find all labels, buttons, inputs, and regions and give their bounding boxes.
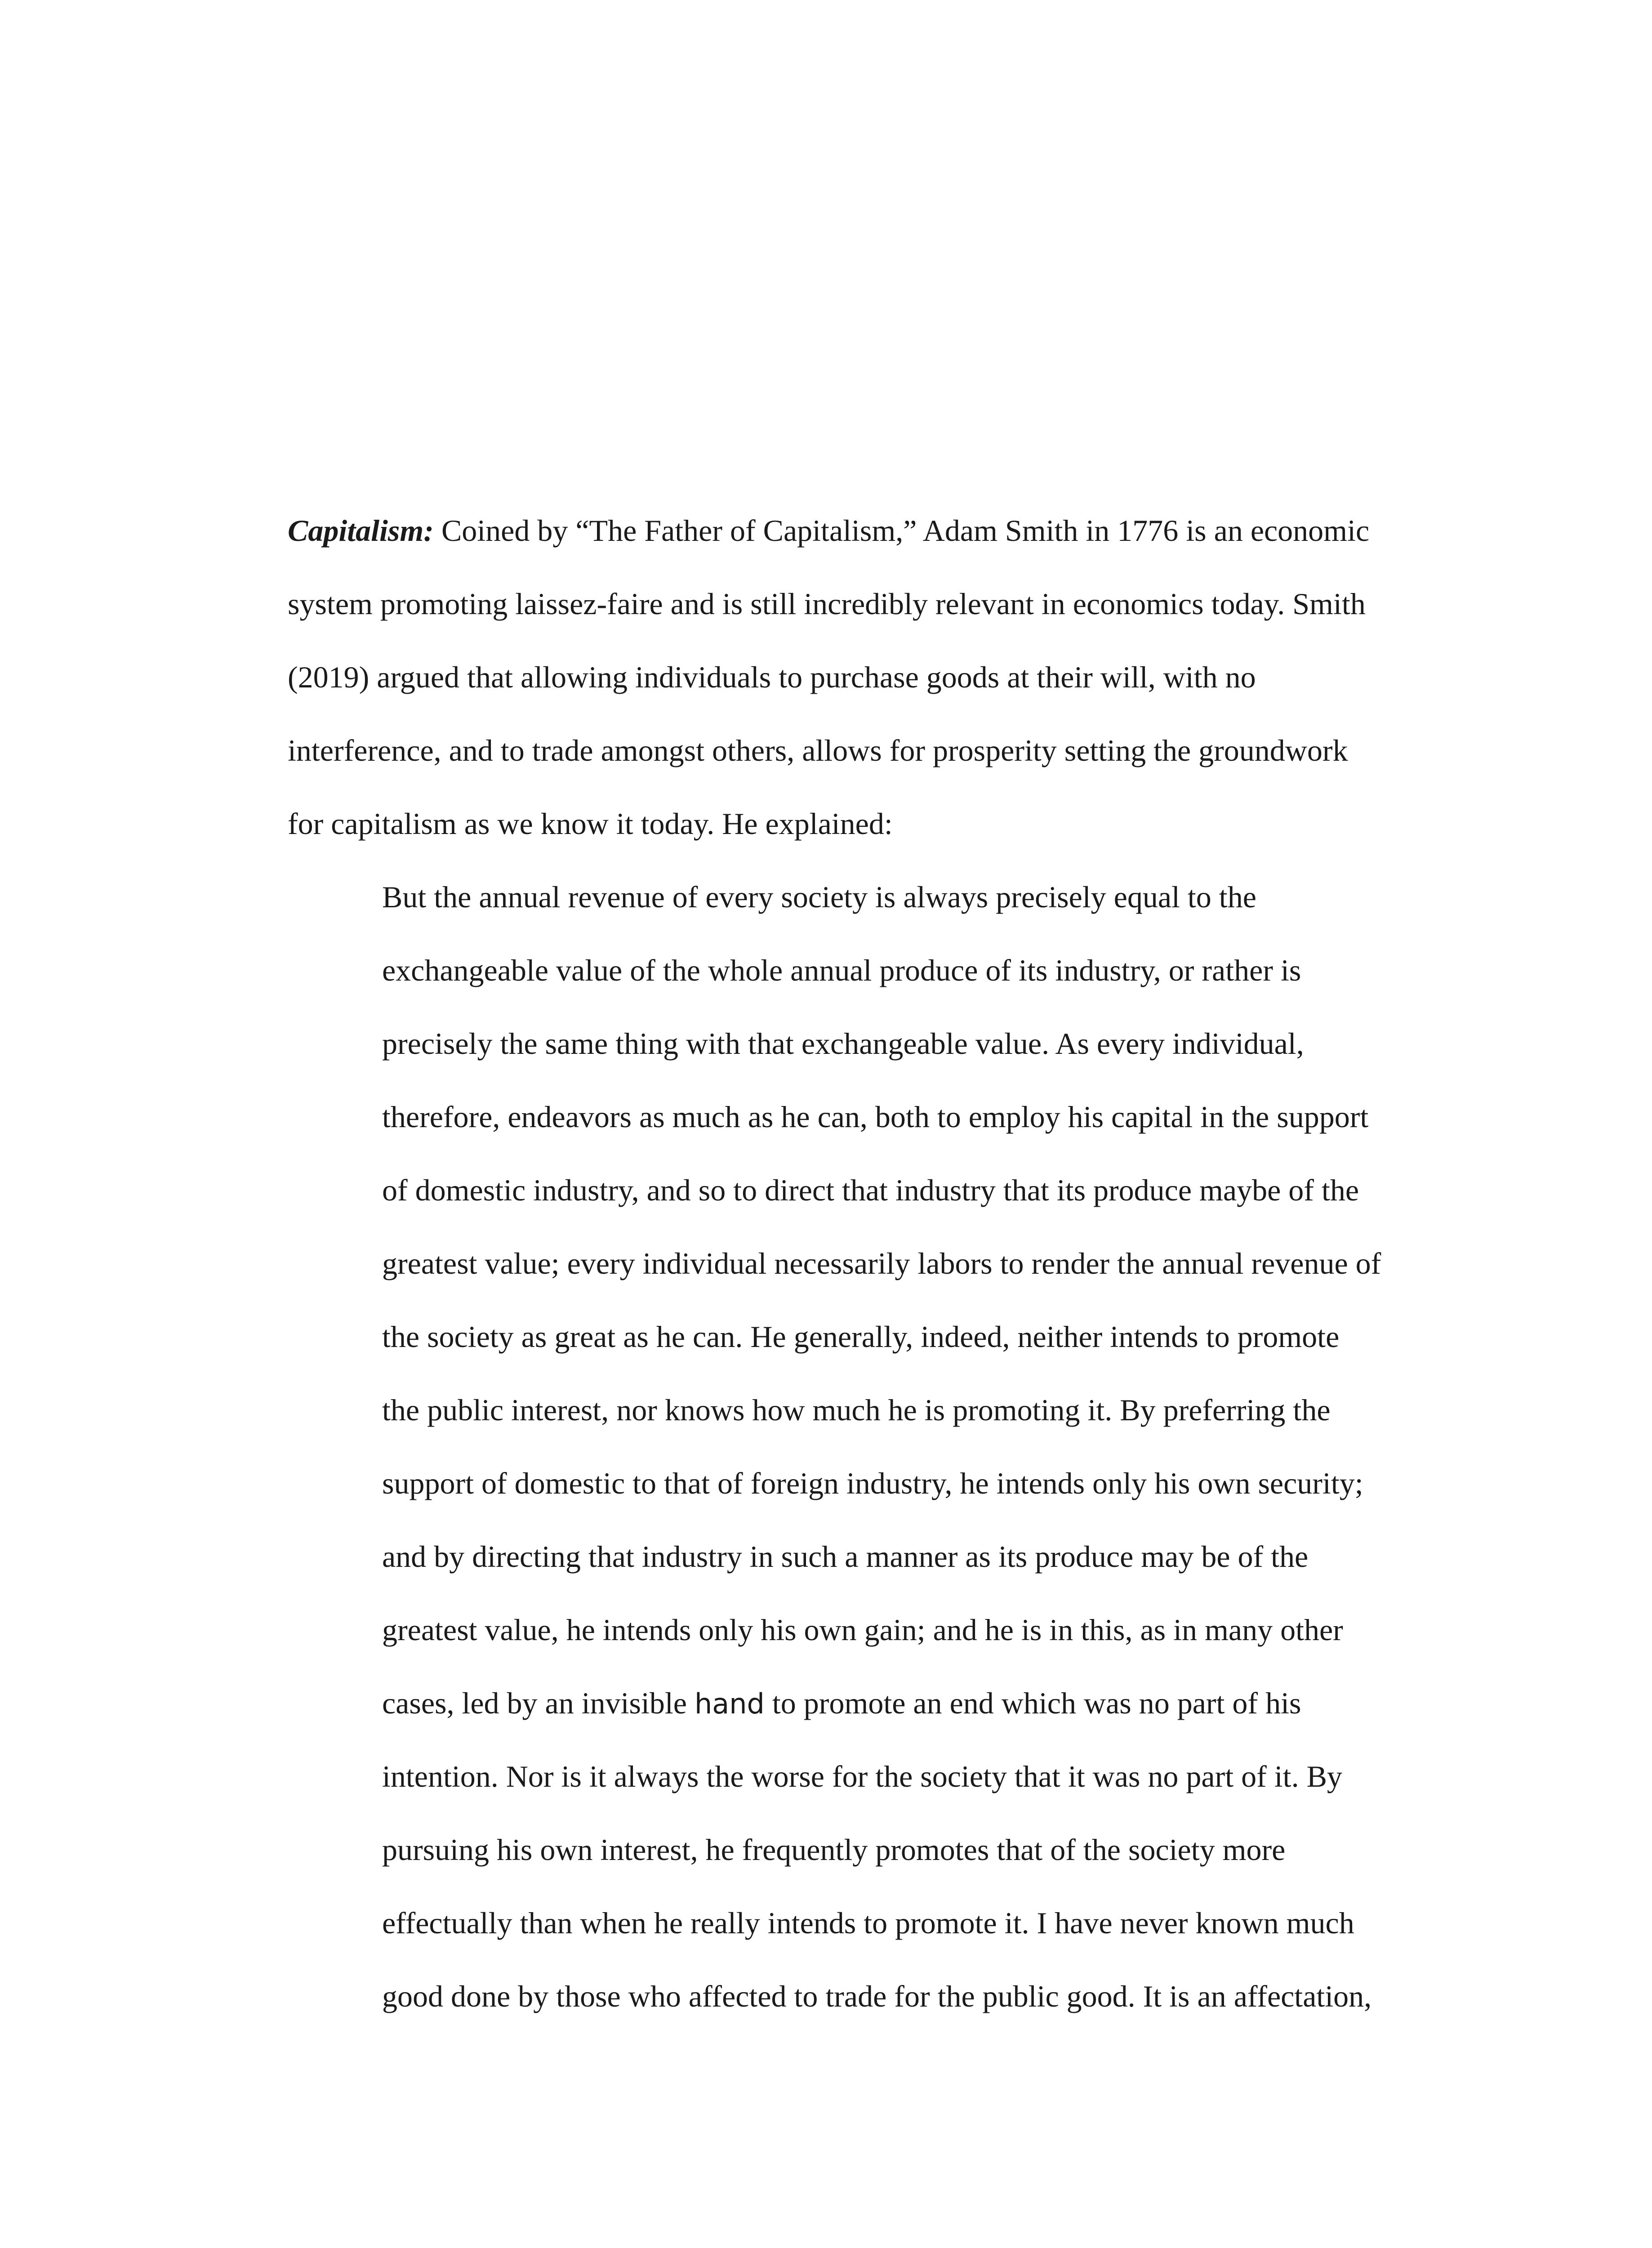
quote-line-12-before: cases, led by an invisible <box>382 1686 695 1720</box>
quote-line-16: good done by those who affected to trade for the public good. It is an affectation, <box>382 1979 1372 2013</box>
quote-line-12-after: to promote an end which was no part of his <box>764 1686 1301 1720</box>
quote-line-8: the public interest, nor knows how much he is promoting it. By preferring the <box>382 1393 1331 1427</box>
quote-line-4: therefore, endeavors as much as he can, both to employ his capital in the support <box>382 1100 1369 1134</box>
quote-line-14: pursuing his own interest, he frequently promotes that of the society more <box>382 1833 1286 1867</box>
paragraph-line-5: for capitalism as we know it today. He explained: <box>288 807 893 841</box>
quote-line-9: support of domestic to that of foreign industry, he intends only his own security; <box>382 1466 1363 1500</box>
quote-line-5: of domestic industry, and so to direct that industry that its produce maybe of the <box>382 1173 1359 1207</box>
paragraph-line-1-text: Coined by “The Father of Capitalism,” Adam Smith in 1776 is an economic <box>433 513 1370 548</box>
term-capitalism: Capitalism: <box>288 513 434 548</box>
paragraph-line-1 <box>288 513 1369 549</box>
quote-line-2: exchangeable value of the whole annual produce of its industry, or rather is <box>382 953 1301 987</box>
quote-line-15: effectually than when he really intends to promote it. I have never known much <box>382 1906 1354 1940</box>
paragraph-line-2: system promoting laissez-faire and is still incredibly relevant in economics today. Smith <box>288 587 1366 621</box>
quote-line-12 <box>382 1685 1301 1722</box>
quote-line-10: and by directing that industry in such a manner as its produce may be of the <box>382 1539 1309 1574</box>
quote-line-11: greatest value, he intends only his own gain; and he is in this, as in many other <box>382 1613 1343 1647</box>
quote-line-1: But the annual revenue of every society is always precisely equal to the <box>382 880 1256 914</box>
quote-word-hand: hand <box>694 1687 765 1720</box>
quote-line-13: intention. Nor is it always the worse for the society that it was no part of it. By <box>382 1759 1342 1793</box>
paragraph-line-3: (2019) argued that allowing individuals to purchase goods at their will, with no <box>288 660 1256 694</box>
paragraph-line-4: interference, and to trade amongst others, allows for prosperity setting the groundwork <box>288 733 1348 767</box>
quote-line-6: greatest value; every individual necessarily labors to render the annual revenue of <box>382 1246 1381 1280</box>
quote-line-3: precisely the same thing with that exchangeable value. As every individual, <box>382 1026 1304 1061</box>
quote-line-7: the society as great as he can. He generally, indeed, neither intends to promote <box>382 1320 1340 1354</box>
